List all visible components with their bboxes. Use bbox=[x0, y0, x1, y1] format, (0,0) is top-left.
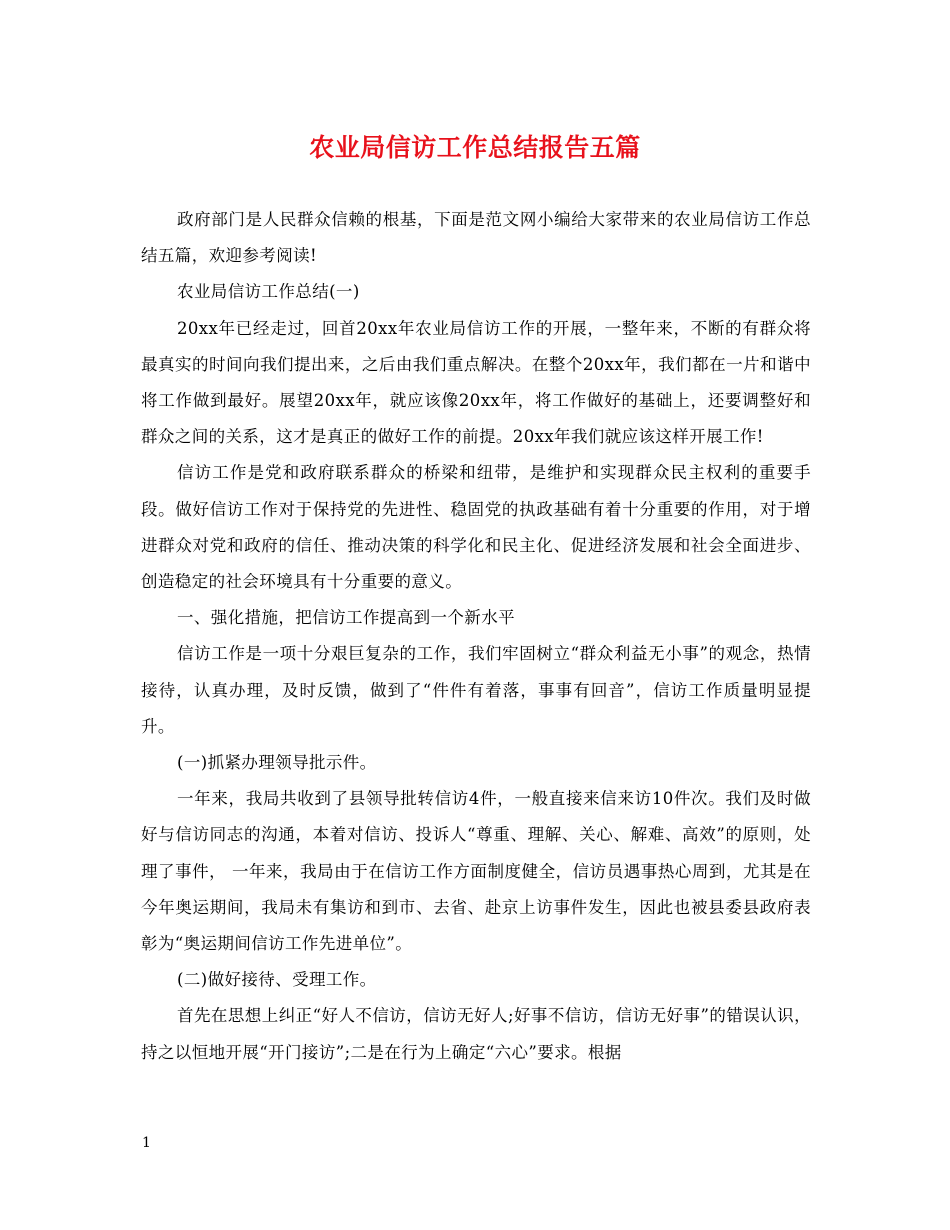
paragraph-reception: 首先在思想上纠正“好人不信访，信访无好人;好事不信访，信访无好事”的错误认识，持之以恒地开展“开门接访”;二是在行为上确定“六心”要求。根据 bbox=[141, 1006, 811, 1062]
paragraph-intro: 政府部门是人民群众信赖的根基，下面是范文网小编给大家带来的农业局信访工作总结五篇，欢迎参考阅读! bbox=[141, 210, 811, 266]
page-number: 1 bbox=[142, 1135, 151, 1151]
paragraph-leader-instructions: 一年来，我局共收到了县领导批转信访4件，一般直接来信来访10件次。我们及时做好与信访同志的沟通，本着对信访、投诉人“尊重、理解、关心、解难、高效”的原则，处理了事件， 一年来，我局由于在信访工作方面制度健全，信访员遇事热心周到，尤其是在今年奥运期间，我局未有集访和到市、去省、赴京上访事件发生，因此也被县委县政府表彰为“奥运期间信访工作先进单位”。 bbox=[141, 789, 811, 954]
paragraph-importance: 信访工作是党和政府联系群众的桥梁和纽带，是维护和实现群众民主权利的重要手段。做好信访工作对于保持党的先进性、稳固党的执政基础有着十分重要的作用，对于增进群众对党和政府的信任、推动决策的科学化和民主化、促进经济发展和社会全面进步、创造稳定的社会环境具有十分重要的意义。 bbox=[141, 463, 811, 592]
paragraph-measures: 信访工作是一项十分艰巨复杂的工作，我们牢固树立“群众利益无小事”的观念，热情接待，认真办理，及时反馈，做到了“件件有着落，事事有回音”，信访工作质量明显提升。 bbox=[141, 644, 811, 736]
subheading-leader-instructions: (一)抓紧办理领导批示件。 bbox=[177, 753, 377, 773]
subheading-reception: (二)做好接待、受理工作。 bbox=[177, 970, 377, 990]
document-title: 农业局信访工作总结报告五篇 bbox=[309, 133, 641, 162]
document-body bbox=[141, 202, 811, 1071]
paragraph-review: 20xx年已经走过，回首20xx年农业局信访工作的开展，一整年来，不断的有群众将最真实的时间向我们提出来，之后由我们重点解决。在整个20xx年，我们都在一片和谐中将工作做到最好。展望20xx年，就应该像20xx年，将工作做好的基础上，还要调整好和群众之间的关系，这才是真正的做好工作的前提。20xx年我们就应该这样开展工作! bbox=[141, 318, 811, 447]
section-heading-summary-one: 农业局信访工作总结(一) bbox=[177, 282, 360, 302]
section-heading-measures: 一、强化措施，把信访工作提高到一个新水平 bbox=[177, 608, 515, 628]
